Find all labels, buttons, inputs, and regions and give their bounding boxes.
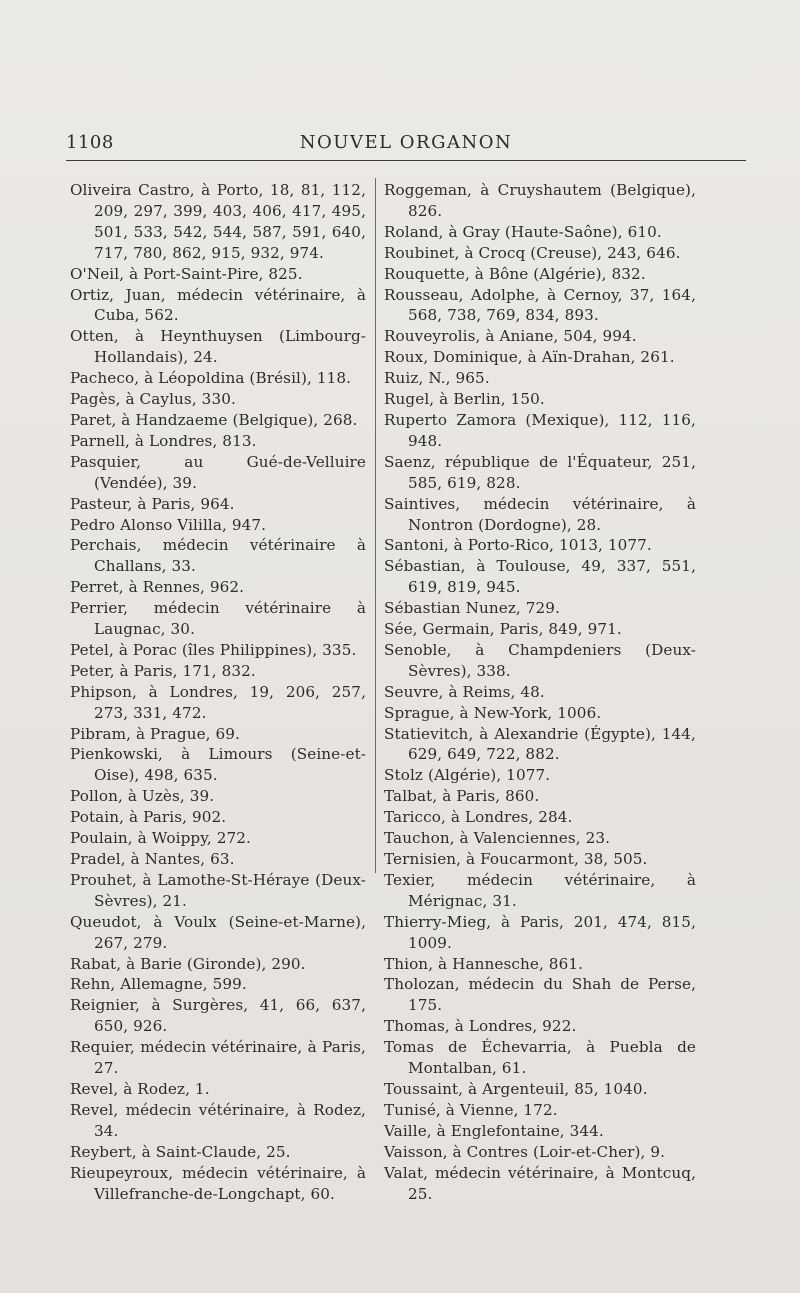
index-entry: Pradel, à Nantes, 63.	[70, 850, 235, 868]
index-entry: Texier, médecin vétérinaire, à Mérignac, 31.	[384, 870, 696, 910]
index-entry: Roggeman, à Cruyshautem (Belgique), 826.	[384, 181, 696, 220]
index-entry: Ternisien, à Foucarmont, 38, 505.	[384, 850, 648, 868]
index-entry: Talbat, à Paris, 860.	[384, 787, 540, 806]
index-entry: Thierry-Mieg, à Paris, 201, 474, 815, 1009.	[384, 912, 696, 952]
index-entry: O'Neil, à Port-Saint-Pire, 825.	[70, 264, 303, 283]
page-header	[66, 130, 746, 161]
index-entry: Requier, médecin vétérinaire, à Paris, 27.	[70, 1038, 366, 1078]
index-entry: Rugel, à Berlin, 150.	[384, 390, 545, 409]
index-entry: Tauchon, à Valenciennes, 23.	[384, 829, 611, 848]
index-entry: Pagès, à Caylus, 330.	[70, 390, 236, 409]
index-entry: Sée, Germain, Paris, 849, 971.	[384, 620, 622, 639]
index-entry: Prouhet, à Lamothe-St-Héraye (Deux-Sèvres), 21.	[70, 870, 366, 910]
index-entry: Sprague, à New-York, 1006.	[384, 703, 602, 722]
index-entry: Ortiz, Juan, médecin vétérinaire, à Cuba, 562.	[70, 285, 366, 325]
index-entry: Petel, à Porac (îles Philippines), 335.	[70, 640, 357, 659]
index-entry: Oliveira Castro, à Porto, 18, 81, 112, 209, 297, 399, 403, 406, 417, 495, 501, 533, 542, 544, 587, 591, 640, 717, 780, 862, 915, 932, 974.	[70, 181, 366, 262]
index-entry: Poulain, à Woippy, 272.	[70, 829, 251, 848]
index-entry: Pacheco, à Léopoldina (Brésil), 118.	[70, 369, 352, 388]
index-entry: Paret, à Handzaeme (Belgique), 268.	[70, 410, 358, 429]
index-entry: Phipson, à Londres, 19, 206, 257, 273, 331, 472.	[70, 682, 366, 722]
index-entry: Roux, Dominique, à Aïn-Drahan, 261.	[384, 348, 675, 367]
index-entry: Thion, à Hannesche, 861.	[384, 954, 584, 973]
index-entry: Stolz (Algérie), 1077.	[384, 766, 551, 785]
index-entry: Vaisson, à Contres (Loir-et-Cher), 9.	[384, 1142, 666, 1161]
index-entry: Peter, à Paris, 171, 832.	[70, 661, 256, 680]
column-divider	[375, 178, 376, 873]
index-entry: Saintives, médecin vétérinaire, à Nontron (Dordogne), 28.	[384, 494, 696, 534]
index-entry: Revel, médecin vétérinaire, à Rodez, 34.	[70, 1100, 366, 1140]
index-entry: Reignier, à Surgères, 41, 66, 637, 650, 926.	[70, 996, 366, 1036]
index-entry: Ruperto Zamora (Mexique), 112, 116, 948.	[384, 410, 696, 450]
index-entry: Rouquette, à Bône (Algérie), 832.	[384, 264, 646, 283]
index-entry: Reybert, à Saint-Claude, 25.	[70, 1142, 291, 1161]
index-entry: Rieupeyroux, médecin vétérinaire, à Villefranche-de-Longchapt, 60.	[70, 1163, 366, 1203]
index-entry: Taricco, à Londres, 284.	[384, 808, 573, 827]
index-entry: Sébastian Nunez, 729.	[384, 599, 560, 618]
page-number: 1108	[66, 132, 114, 153]
index-entry: Perchais, médecin vétérinaire à Challans, 33.	[70, 536, 366, 576]
index-entry: Thomas, à Londres, 922.	[384, 1017, 577, 1036]
index-entry: Pibram, à Prague, 69.	[70, 724, 240, 743]
index-entry: Pasteur, à Paris, 964.	[70, 494, 235, 513]
index-entry: Tunisé, à Vienne, 172.	[384, 1100, 558, 1119]
index-entry: Queudot, à Voulx (Seine-et-Marne), 267, 279.	[70, 912, 366, 952]
index-entry: Rouveyrolis, à Aniane, 504, 994.	[384, 327, 637, 346]
index-entry: Statievitch, à Alexandrie (Égypte), 144, 629, 649, 722, 882.	[384, 724, 696, 764]
index-entry: Pienkowski, à Limours (Seine-et-Oise), 498, 635.	[70, 745, 366, 785]
index-entry: Parnell, à Londres, 813.	[70, 431, 257, 450]
index-entry: Rehn, Allemagne, 599.	[70, 975, 247, 994]
index-entry: Roubinet, à Crocq (Creuse), 243, 646.	[384, 243, 681, 262]
index-entry: Pedro Alonso Vililla, 947.	[70, 515, 267, 534]
index-entry: Revel, à Rodez, 1.	[70, 1079, 210, 1098]
index-entry: Toussaint, à Argenteuil, 85, 1040.	[384, 1079, 648, 1098]
index-entry: Potain, à Paris, 902.	[70, 808, 227, 827]
index-entry: Perret, à Rennes, 962.	[70, 578, 245, 597]
index-entry: Pollon, à Uzès, 39.	[70, 787, 215, 806]
index-entry: Sébastian, à Toulouse, 49, 337, 551, 619, 819, 945.	[384, 557, 696, 597]
index-entry: Tholozan, médecin du Shah de Perse, 175.	[384, 975, 696, 1015]
index-entry: Otten, à Heynthuysen (Limbourg-Hollandais), 24.	[70, 327, 366, 367]
index-column-left	[70, 180, 366, 1204]
index-entry: Seuvre, à Reims, 48.	[384, 682, 545, 701]
index-entry: Saenz, république de l'Équateur, 251, 585, 619, 828.	[384, 452, 696, 492]
index-entry: Vaille, à Englefontaine, 344.	[384, 1121, 604, 1140]
index-entry: Rabat, à Barie (Gironde), 290.	[70, 954, 306, 973]
running-title: NOUVEL ORGANON	[299, 132, 513, 153]
index-entry: Roland, à Gray (Haute-Saône), 610.	[384, 222, 662, 241]
index-entry: Perrier, médecin vétérinaire à Laugnac, 30.	[70, 599, 366, 639]
index-entry: Ruiz, N., 965.	[384, 369, 490, 388]
index-entry: Tomas de Échevarria, à Puebla de Montalban, 61.	[384, 1038, 696, 1078]
index-entry: Senoble, à Champdeniers (Deux-Sèvres), 338.	[384, 640, 696, 680]
index-entry: Santoni, à Porto-Rico, 1013, 1077.	[384, 536, 652, 555]
index-entry: Rousseau, Adolphe, à Cernoy, 37, 164, 568, 738, 769, 834, 893.	[384, 285, 696, 325]
index-column-right	[384, 180, 696, 1204]
index-entry: Pasquier, au Gué-de-Velluire (Vendée), 39.	[70, 452, 366, 492]
index-entry: Valat, médecin vétérinaire, à Montcuq, 25.	[384, 1163, 696, 1203]
